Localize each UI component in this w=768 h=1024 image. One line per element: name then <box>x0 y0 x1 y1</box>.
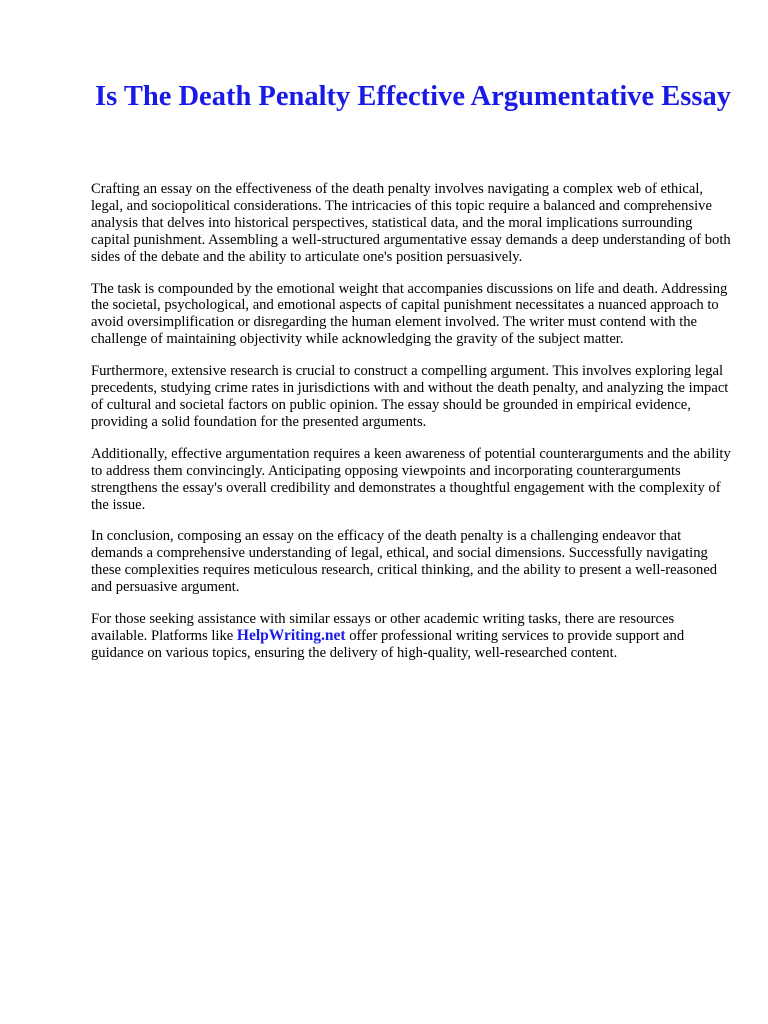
page-title: Is The Death Penalty Effective Argumentative Essay <box>95 81 731 112</box>
paragraph-conclusion: In conclusion, composing an essay on the efficacy of the death penalty is a challenging endeavor that demands a comprehensive understanding of legal, ethical, and social dimensions. Successfully navigating these complexities requires meticulous research, critical thinking, and the ability to present a well-reasoned and persuasive argument. <box>91 528 718 596</box>
assistance-text-after-link: offer professional writing services to provide support and guidance on various topics, ensuring the delivery of high-quality, well-researched content. <box>91 627 685 661</box>
essay-body <box>91 181 731 677</box>
paragraph-intro: Crafting an essay on the effectiveness of the death penalty involves navigating a complex web of ethical, legal, and sociopolitical considerations. The intricacies of this topic require a balanced and comprehensive analysis that delves into historical perspectives, statistical data, and the moral implications surrounding capital punishment. Assembling a well-structured argumentative essay demands a deep understanding of both sides of the debate and the ability to articulate one's position persuasively. <box>91 181 731 265</box>
paragraph-emotional-weight: The task is compounded by the emotional weight that accompanies discussions on life and death. Addressing the societal, psychological, and emotional aspects of capital punishment necessitates a nuanced approach to avoid oversimplification or disregarding the human element involved. The writer must contend with the challenge of maintaining objectivity while acknowledging the gravity of the subject matter. <box>91 280 728 348</box>
paragraph-counterarguments: Additionally, effective argumentation requires a keen awareness of potential counterarguments and the ability to address them convincingly. Anticipating opposing viewpoints and incorporating counterarguments strengthens the essay's overall credibility and demonstrates a thoughtful engagement with the complexity of the issue. <box>91 445 731 513</box>
paragraph-assistance <box>91 611 731 662</box>
assistance-text-before-link: For those seeking assistance with similar essays or other academic writing tasks, there are resources available. Platforms like <box>91 611 675 644</box>
helpwriting-link[interactable]: HelpWriting.net <box>236 626 346 644</box>
paragraph-research: Furthermore, extensive research is crucial to construct a compelling argument. This involves exploring legal precedents, studying crime rates in jurisdictions with and without the death penalty, and analyzing the impact of cultural and societal factors on public opinion. The essay should be grounded in empirical evidence, providing a solid foundation for the presented arguments. <box>91 363 729 430</box>
